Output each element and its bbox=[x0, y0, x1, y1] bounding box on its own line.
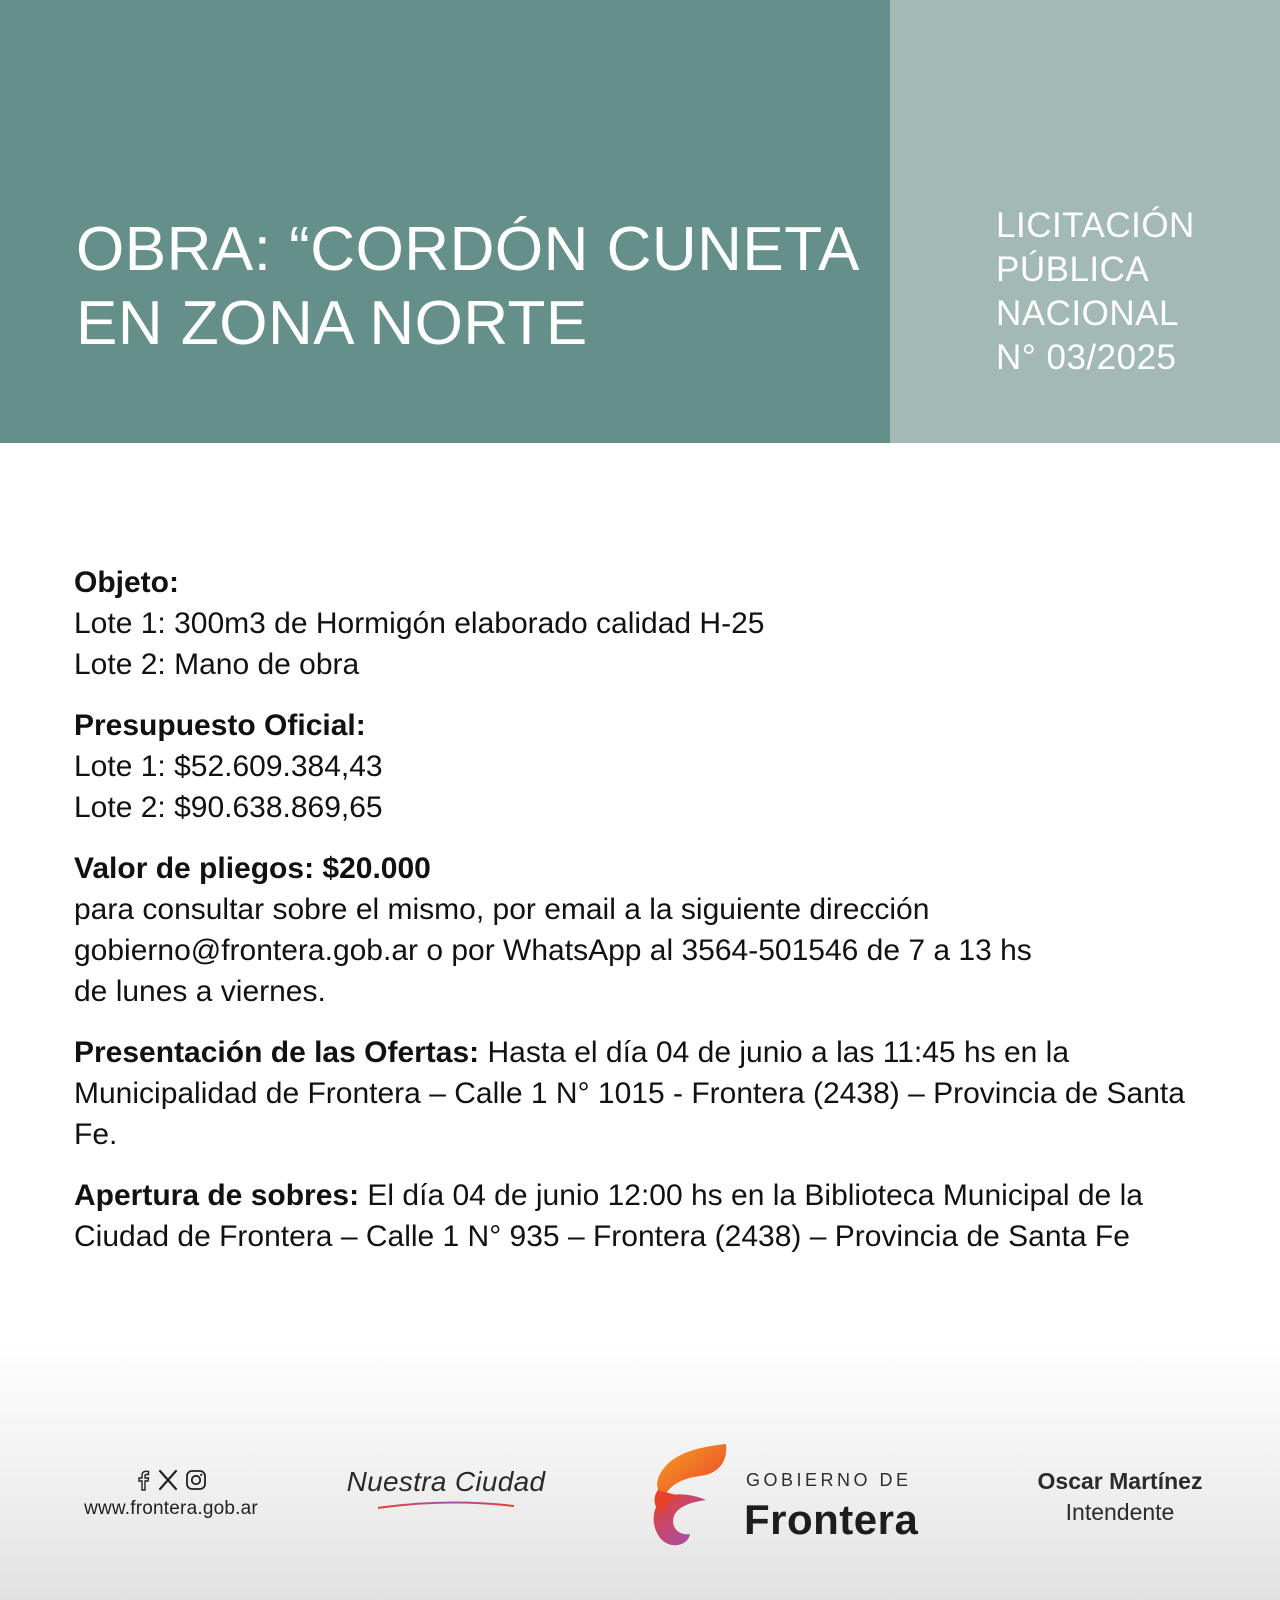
logo-top-text: GOBIERNO DE bbox=[746, 1470, 912, 1490]
gobierno-frontera-logo bbox=[648, 1442, 938, 1552]
logo-main-text: Frontera bbox=[744, 1496, 919, 1543]
apertura-paragraph bbox=[74, 1175, 1214, 1257]
tender-label bbox=[996, 204, 1195, 380]
presupuesto-section bbox=[74, 705, 1214, 828]
social-icons bbox=[66, 1468, 276, 1492]
ofertas-text: Hasta el día 04 de junio a las 11:45 hs en la Municipalidad de Frontera – Calle 1 N° 1015 - Frontera (2438) – Provincia de Santa Fe. bbox=[74, 1036, 1185, 1151]
apertura-text: El día 04 de junio 12:00 hs en la Biblioteca Municipal de la Ciudad de Frontera – Calle 1 N° 935 – Frontera (2438) – Provincia de Santa Fe bbox=[74, 1179, 1143, 1253]
tender-line-2: PÚBLICA bbox=[996, 250, 1150, 289]
tender-panel bbox=[890, 0, 1280, 443]
pliegos-line-1: para consultar sobre el mismo, por email a la siguiente dirección bbox=[74, 893, 930, 926]
slogan-text: Nuestra Ciudad bbox=[346, 1466, 546, 1497]
ofertas-label: Presentación de las Ofertas: bbox=[74, 1036, 480, 1069]
presupuesto-lote-1: Lote 1: $52.609.384,43 bbox=[74, 750, 383, 783]
pliegos-label: Valor de pliegos: $20.000 bbox=[74, 852, 431, 885]
objeto-section bbox=[74, 562, 1214, 685]
website-link[interactable]: www.frontera.gob.ar bbox=[84, 1498, 258, 1519]
pliegos-line-3: de lunes a viernes. bbox=[74, 975, 326, 1008]
mayor-role: Intendente bbox=[1065, 1499, 1175, 1525]
objeto-label: Objeto: bbox=[74, 566, 179, 599]
mayor-name: Oscar Martínez bbox=[1037, 1468, 1203, 1494]
pliegos-section bbox=[74, 848, 1214, 1012]
apertura-section bbox=[74, 1175, 1214, 1257]
ofertas-section bbox=[74, 1032, 1214, 1155]
tender-details bbox=[74, 562, 1214, 1277]
title-line-1: OBRA: “CORDÓN CUNETA bbox=[76, 215, 860, 284]
x-icon[interactable] bbox=[157, 1469, 179, 1491]
title-line-2: EN ZONA NORTE bbox=[76, 289, 588, 358]
apertura-label: Apertura de sobres: bbox=[74, 1179, 360, 1212]
facebook-icon[interactable] bbox=[135, 1469, 151, 1491]
header-banner bbox=[0, 0, 1280, 443]
title-panel bbox=[0, 0, 890, 443]
presupuesto-lote-2: Lote 2: $90.638.869,65 bbox=[74, 791, 383, 824]
tender-line-3: NACIONAL bbox=[996, 294, 1179, 333]
instagram-icon[interactable] bbox=[185, 1469, 207, 1491]
tender-line-1: LICITACIÓN bbox=[996, 206, 1195, 245]
presupuesto-label: Presupuesto Oficial: bbox=[74, 709, 366, 742]
frontera-flame-icon bbox=[648, 1442, 732, 1550]
pliegos-line-2: gobierno@frontera.gob.ar o por WhatsApp al 3564-501546 de 7 a 13 hs bbox=[74, 934, 1032, 967]
objeto-lote-1: Lote 1: 300m3 de Hormigón elaborado calidad H-25 bbox=[74, 607, 765, 640]
social-block bbox=[66, 1468, 276, 1520]
slogan-underline bbox=[376, 1498, 516, 1512]
mayor-signature bbox=[1020, 1468, 1220, 1526]
page-title bbox=[76, 213, 876, 361]
slogan-logo bbox=[336, 1466, 556, 1512]
tender-number: N° 03/2025 bbox=[996, 338, 1177, 377]
footer bbox=[0, 1340, 1280, 1600]
objeto-lote-2: Lote 2: Mano de obra bbox=[74, 648, 360, 681]
ofertas-paragraph bbox=[74, 1032, 1214, 1155]
